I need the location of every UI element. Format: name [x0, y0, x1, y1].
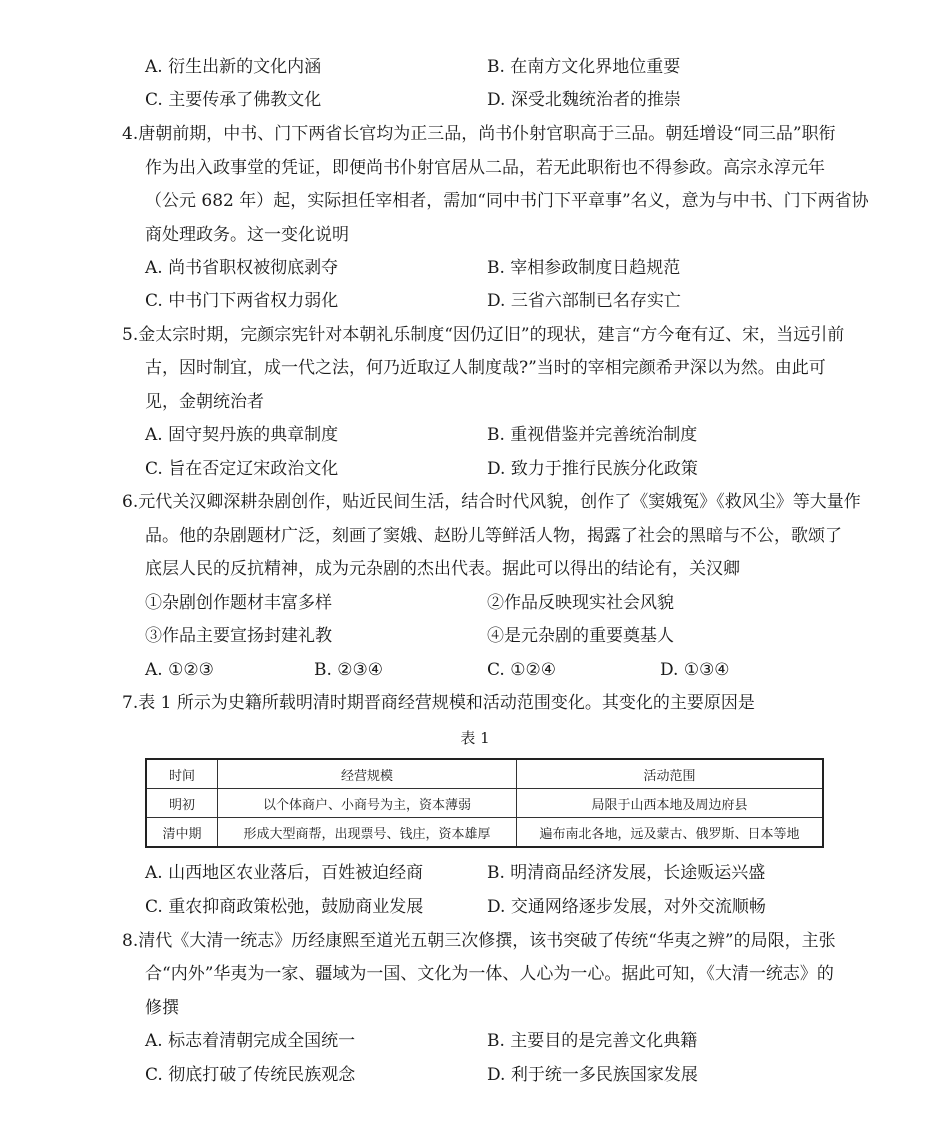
q6-stem-line-2: 品。他的杂剧题材广泛，刻画了窦娥、赵盼儿等鲜活人物，揭露了社会的黑暗与不公，歌颂了 — [145, 526, 842, 546]
table-cell: 明初 — [146, 789, 218, 818]
q4-stem-line-1: 4.唐朝前期，中书、门下两省长官均为正三品，尚书仆射官职高于三品。朝廷增设“同三品”职衔 — [122, 124, 836, 144]
q8-option-a: A. 标志着清朝完成全国统一 — [145, 1031, 356, 1051]
q4-stem-line-2: 作为出入政事堂的凭证，即便尚书仆射官居从二品，若无此职衔也不得参政。高宗永淳元年 — [145, 158, 825, 178]
q6-stem-line-3: 底层人民的反抗精神，成为元杂剧的杰出代表。据此可以得出的结论有，关汉卿 — [145, 559, 740, 579]
table-header-cell: 时间 — [146, 759, 218, 789]
table-cell: 以个体商户、小商号为主，资本薄弱 — [218, 789, 517, 818]
q3-option-a: A. 衍生出新的文化内涵 — [145, 57, 322, 77]
q3-option-c: C. 主要传承了佛教文化 — [145, 90, 322, 110]
table-cell: 局限于山西本地及周边府县 — [517, 789, 824, 818]
q6-statement-4: ④是元杂剧的重要奠基人 — [487, 626, 674, 646]
q6-statement-3: ③作品主要宣扬封建礼教 — [145, 626, 332, 646]
q7-option-d: D. 交通网络逐步发展，对外交流顺畅 — [487, 897, 766, 917]
table-cell: 遍布南北各地，远及蒙古、俄罗斯、日本等地 — [517, 818, 824, 848]
q5-option-d: D. 致力于推行民族分化政策 — [487, 459, 698, 479]
q6-statement-1: ①杂剧创作题材丰富多样 — [145, 593, 332, 613]
q5-option-a: A. 固守契丹族的典章制度 — [145, 425, 339, 445]
table-header-cell: 经营规模 — [218, 759, 517, 789]
table-cell: 清中期 — [146, 818, 218, 848]
q4-stem-line-3: （公元 682 年）起，实际担任宰相者，需加“同中书门下平章事”名义，意为与中书、门下两省协 — [145, 191, 869, 211]
data-table — [145, 758, 824, 848]
q4-option-a: A. 尚书省职权被彻底剥夺 — [145, 258, 339, 278]
q6-option-d: D. ①③④ — [660, 660, 730, 680]
table-row — [146, 789, 823, 818]
q6-option-a: A. ①②③ — [145, 660, 214, 680]
table-header-row — [146, 759, 823, 789]
table-row — [146, 818, 823, 848]
q5-option-b: B. 重视借鉴并完善统治制度 — [487, 425, 698, 445]
q3-option-d: D. 深受北魏统治者的推崇 — [487, 90, 681, 110]
q8-option-b: B. 主要目的是完善文化典籍 — [487, 1031, 698, 1051]
q7-option-c: C. 重农抑商政策松弛，鼓励商业发展 — [145, 897, 424, 917]
q8-stem-line-2: 合“内外”华夷为一家、疆域为一国、文化为一体、人心为一心。据此可知，《大清一统志》的 — [145, 964, 834, 984]
q5-option-c: C. 旨在否定辽宋政治文化 — [145, 459, 339, 479]
q5-stem-line-2: 古，因时制宜，成一代之法，何乃近取辽人制度哉?”当时的宰相完颜希尹深以为然。由此可 — [145, 358, 826, 378]
q6-stem-line-1: 6.元代关汉卿深耕杂剧创作，贴近民间生活，结合时代风貌，创作了《窦娥冤》《救风尘》等大量作 — [122, 492, 861, 512]
q4-option-c: C. 中书门下两省权力弱化 — [145, 291, 339, 311]
q7-option-a: A. 山西地区农业落后，百姓被迫经商 — [145, 863, 424, 883]
q7-option-b: B. 明清商品经济发展，长途贩运兴盛 — [487, 863, 766, 883]
table-caption: 表 1 — [460, 729, 490, 747]
q8-stem-line-1: 8.清代《大清一统志》历经康熙至道光五朝三次修撰，该书突破了传统“华夷之辨”的局限，主张 — [122, 931, 836, 951]
q4-option-d: D. 三省六部制已名存实亡 — [487, 291, 681, 311]
q6-statement-2: ②作品反映现实社会风貌 — [487, 593, 674, 613]
q4-stem-line-4: 商处理政务。这一变化说明 — [145, 225, 349, 245]
q5-stem-line-3: 见，金朝统治者 — [145, 392, 264, 412]
q3-option-b: B. 在南方文化界地位重要 — [487, 57, 681, 77]
table-cell: 形成大型商帮，出现票号、钱庄，资本雄厚 — [218, 818, 517, 848]
q6-option-c: C. ①②④ — [487, 660, 556, 680]
q5-stem-line-1: 5.金太宗时期，完颜宗宪针对本朝礼乐制度“因仍辽旧”的现状，建言“方今奄有辽、宋，当远引前 — [122, 325, 845, 345]
q6-option-b: B. ②③④ — [314, 660, 384, 680]
q7-stem-line-1: 7.表 1 所示为史籍所载明清时期晋商经营规模和活动范围变化。其变化的主要原因是 — [122, 693, 755, 713]
q4-option-b: B. 宰相参政制度日趋规范 — [487, 258, 681, 278]
q8-option-d: D. 利于统一多民族国家发展 — [487, 1065, 698, 1085]
q8-stem-line-3: 修撰 — [145, 998, 179, 1018]
table-header-cell: 活动范围 — [517, 759, 824, 789]
q8-option-c: C. 彻底打破了传统民族观念 — [145, 1065, 356, 1085]
